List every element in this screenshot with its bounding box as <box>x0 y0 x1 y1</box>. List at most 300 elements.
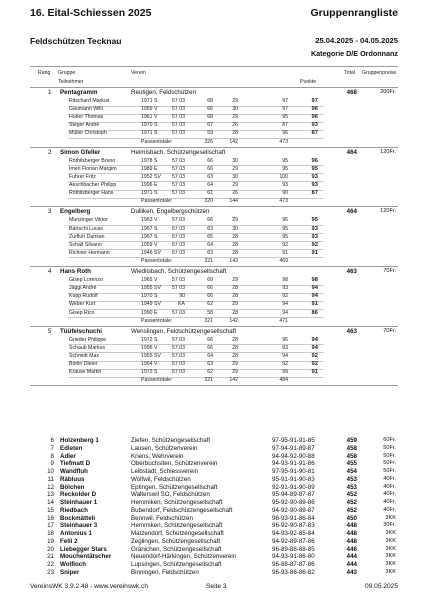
group-prize: 50Fr. <box>383 468 396 474</box>
group-name: Wandfluh <box>60 468 88 475</box>
group-prize: 120Fr. <box>380 208 396 215</box>
member-name: Schalt Silvano <box>69 241 102 248</box>
group-rank: 4 <box>48 268 52 276</box>
group-club: Walterswil SO, Feldschützen <box>131 491 210 499</box>
member-year-class: 1971 S <box>141 98 158 104</box>
member-year-class: 1959 V <box>141 106 158 113</box>
group-club: Reutigen, Feldschützen <box>131 89 197 96</box>
group-pass-scores: 94-93-91-91-86 <box>272 460 315 468</box>
member-name: Müller Christoph <box>69 130 107 137</box>
group-rank: 1 <box>48 89 52 96</box>
pass-total-a: 320 <box>204 198 213 205</box>
member-pass-a: 66 <box>207 344 213 351</box>
group-name: Tiefmatt D <box>60 460 91 468</box>
group-prize: 50Fr. <box>383 452 396 459</box>
member-name: Aeschbacher Philipp <box>69 182 117 188</box>
group-prize: 70Fr. <box>383 327 396 334</box>
group-name: Steinhauer 1 <box>60 499 98 506</box>
member-weapon: 57 03 <box>172 130 185 137</box>
member-name: Ritschard Markus <box>69 98 110 104</box>
member-name: Jäggi André <box>69 285 97 292</box>
group-total: 453 <box>346 483 357 491</box>
group-name: Simon Gfeller <box>60 148 101 156</box>
member-year-class: 1989 E <box>141 165 158 172</box>
report-title: Gruppenrangliste <box>310 7 398 19</box>
member-pass-b: 29 <box>232 369 238 376</box>
member-weapon: 57 03 <box>172 165 185 172</box>
member-pass-a: 66 <box>207 165 213 172</box>
group-total: 453 <box>346 475 357 483</box>
group-rank: 14 <box>47 499 54 506</box>
group-prize: 40Fr. <box>383 499 396 505</box>
member-name: Gisep Lorenzo <box>69 277 103 284</box>
group-total: 452 <box>346 491 357 499</box>
member-pass-a: 59 <box>207 130 213 137</box>
member-name: Grieder Philippe <box>69 336 107 343</box>
category: Kategorie D/E Ordonnanz <box>310 49 398 58</box>
member-pass-b: 28 <box>232 233 238 240</box>
member-pass-a: 64 <box>207 353 213 359</box>
member-weapon: 57 03 <box>172 353 185 359</box>
member-year-class: 1946 SV <box>141 249 161 256</box>
member-weapon: 57 03 <box>172 217 185 224</box>
member-pass-c: 94 <box>282 309 288 316</box>
member-pass-c: 100 <box>279 173 288 180</box>
member-pass-a: 66 <box>207 293 213 300</box>
member-points: 91 <box>311 369 318 376</box>
group-total: 455 <box>346 460 357 468</box>
col-punkte: Punkte <box>300 79 317 85</box>
group-rank: 18 <box>47 530 54 537</box>
member-pass-b: 30 <box>232 173 238 180</box>
group-prize: 40Fr. <box>383 483 396 490</box>
member-pass-a: 64 <box>207 182 213 188</box>
group-pass-scores: 96-93-86-86-82 <box>272 568 315 576</box>
group-club: Hemmiken, Schützengesellschaft <box>131 499 223 506</box>
member-points: 94 <box>311 344 318 351</box>
group-club: Wiedlisbach, Schützengesellschaft <box>131 268 227 276</box>
member-points: 93 <box>311 182 318 188</box>
group-prize: 50Fr. <box>383 460 396 467</box>
member-name: Gäumann Willi <box>69 106 103 113</box>
group-total: 448 <box>346 537 357 545</box>
group-total: 452 <box>346 499 357 506</box>
member-weapon: 90 <box>179 293 185 300</box>
member-pass-b: 29 <box>232 114 238 121</box>
group-prize: 3KK <box>385 568 396 575</box>
group-rank: 5 <box>48 327 52 335</box>
member-pass-b: 28 <box>232 130 238 137</box>
group-total: 459 <box>346 437 357 444</box>
header-top-rule <box>30 66 398 67</box>
pass-totals-label: Passentotale: <box>141 198 173 205</box>
member-points: 93 <box>311 173 318 180</box>
member-pass-c: 95 <box>282 157 288 164</box>
member-year-class: 1970 S <box>141 122 158 129</box>
group-rank: 6 <box>50 437 54 444</box>
group-name: Mouchentätscher <box>60 553 112 561</box>
group-rank: 2 <box>48 148 52 156</box>
group-total: 448 <box>346 522 357 530</box>
member-pass-a: 63 <box>207 225 213 232</box>
member-pass-c: 93 <box>282 344 288 351</box>
group-pass-scores: 95-91-91-90-83 <box>272 475 315 483</box>
group-rank: 12 <box>47 483 54 491</box>
member-points: 96 <box>311 114 318 121</box>
member-points: 97 <box>311 98 318 104</box>
member-pass-b: 28 <box>232 353 238 359</box>
group-name: Riedbach <box>60 506 88 514</box>
group-club: Heimisbach, Schützengesellschaft <box>131 148 226 156</box>
pass-totals-label: Passentotale: <box>141 317 173 324</box>
group-rank: 9 <box>50 460 54 468</box>
date-range: 25.04.2025 - 04.05.2025 <box>315 36 398 45</box>
pass-total-c: 473 <box>279 198 288 205</box>
group-club: Lausen, Schützenverein <box>131 444 198 452</box>
group-name: Reckolder D <box>60 491 97 499</box>
group-prize: 3KK <box>385 553 396 560</box>
group-club: Dulliken, Engelbergschützen <box>131 208 210 216</box>
member-weapon: 57 03 <box>172 241 185 248</box>
group-prize: 30Fr. <box>383 522 396 529</box>
member-weapon: 57 03 <box>172 173 185 180</box>
member-year-class: 1971 S <box>141 130 158 137</box>
footer-date: 09.05.2025 <box>364 583 398 590</box>
member-pass-b: 28 <box>232 336 238 343</box>
member-year-class: 1972 S <box>141 336 158 343</box>
member-year-class: 1970 S <box>141 293 158 300</box>
group-rank: 15 <box>47 506 54 514</box>
member-year-class: 1996 E <box>141 182 158 188</box>
member-weapon: 57 03 <box>172 98 185 104</box>
group-club: Eptingen, Schützengesellschaft <box>131 483 218 491</box>
group-club: Gränichen, Schützengesellschaft <box>131 545 222 553</box>
member-weapon: 57 03 <box>172 106 185 113</box>
group-name: Wolfloch <box>60 561 87 568</box>
member-pass-b: 28 <box>232 309 238 316</box>
member-pass-b: 30 <box>232 225 238 232</box>
col-verein: Verein <box>131 70 146 76</box>
member-pass-c: 95 <box>282 114 288 121</box>
member-pass-a: 63 <box>207 361 213 368</box>
member-points: 94 <box>311 285 318 292</box>
member-name: Weber Kurt <box>69 301 96 308</box>
member-pass-c: 90 <box>282 190 288 197</box>
group-total: 448 <box>346 530 357 537</box>
member-weapon: 57 03 <box>172 182 185 188</box>
pass-totals-label: Passentotale: <box>141 257 173 264</box>
col-total: Total <box>344 70 355 76</box>
group-name: Pentagramm <box>60 89 98 96</box>
member-pass-c: 92 <box>282 361 288 368</box>
member-weapon: 57 03 <box>172 249 185 256</box>
group-pass-scores: 95-94-89-87-87 <box>272 491 315 499</box>
member-name: Huber Thomas <box>69 114 104 121</box>
member-pass-c: 87 <box>282 122 288 129</box>
member-points: 93 <box>311 122 318 129</box>
group-total: 444 <box>346 553 357 561</box>
member-pass-c: 94 <box>282 301 288 308</box>
member-pass-c: 96 <box>282 130 288 137</box>
group-total: 464 <box>346 148 357 156</box>
pass-total-c: 473 <box>279 138 288 145</box>
col-rang: Rang <box>38 70 51 76</box>
member-pass-a: 68 <box>207 98 213 104</box>
member-weapon: 57 03 <box>172 233 185 240</box>
member-pass-c: 95 <box>282 225 288 232</box>
group-club: Ziefen, Schützengesellschaft <box>131 437 211 444</box>
group-pass-scores: 96-89-88-88-85 <box>272 545 315 553</box>
member-name: Richner Hermann <box>69 249 110 256</box>
group-total: 464 <box>346 208 357 216</box>
member-weapon: 57 03 <box>172 285 185 292</box>
group-pass-scores: 94-92-90-89-87 <box>272 506 315 514</box>
member-pass-b: 29 <box>232 217 238 224</box>
member-pass-a: 64 <box>207 241 213 248</box>
group-pass-scores: 94-92-89-87-86 <box>272 537 315 545</box>
member-points: 95 <box>311 217 318 224</box>
member-points: 87 <box>311 130 318 137</box>
pass-total-b: 142 <box>229 138 238 145</box>
group-total: 463 <box>346 268 357 276</box>
member-name: Börlin Dieter <box>69 361 98 368</box>
member-year-class: 1990 E <box>141 309 158 316</box>
member-weapon: 57 03 <box>172 369 185 376</box>
member-year-class: 1955 SV <box>141 285 161 292</box>
member-weapon: 57 03 <box>172 336 185 343</box>
event-title: 16. Eital-Schiessen 2025 <box>30 7 152 19</box>
group-rank: 3 <box>48 208 52 216</box>
group-club: Binningen, Feldschützen <box>131 568 199 576</box>
group-pass-scores: 92-91-91-90-89 <box>272 483 315 491</box>
group-pass-scores: 94-94-92-90-88 <box>272 452 315 460</box>
group-prize: 40Fr. <box>383 506 396 513</box>
member-points: 98 <box>311 277 318 284</box>
member-points: 95 <box>311 165 318 172</box>
member-weapon: 57 03 <box>172 344 185 351</box>
group-total: 468 <box>346 89 357 96</box>
member-year-class: 1965 V <box>141 277 158 284</box>
member-year-class: 1967 S <box>141 225 158 232</box>
group-club: Bennwil, Feldschützen <box>131 514 193 522</box>
pass-total-c: 471 <box>279 317 288 324</box>
member-name: Röthlisberger Bruno <box>69 157 116 164</box>
pass-total-c: 469 <box>279 257 288 264</box>
member-pass-a: 63 <box>207 173 213 180</box>
member-pass-a: 66 <box>207 106 213 113</box>
group-total: 450 <box>346 514 357 522</box>
member-year-class: 1996 V <box>141 344 158 351</box>
pass-total-a: 321 <box>204 377 213 384</box>
group-club: Leibstadt, Schiessverein <box>131 468 199 475</box>
member-pass-a: 66 <box>207 285 213 292</box>
pass-total-b: 142 <box>229 317 238 324</box>
member-pass-a: 62 <box>207 369 213 376</box>
group-club: Hemmiken, Schützengesellschaft <box>131 522 223 530</box>
group-name: Bockmätteli <box>60 514 96 522</box>
member-pass-b: 28 <box>232 293 238 300</box>
group-club: Matzendorf, Schützengesellschaft <box>131 530 224 537</box>
member-points: 86 <box>311 309 318 316</box>
member-pass-c: 97 <box>282 98 288 104</box>
group-rank: 22 <box>47 561 54 568</box>
col-teilnehmer: Teilnehmer <box>58 79 84 85</box>
group-name: Steinhauer 3 <box>60 522 98 530</box>
group-rank: 8 <box>50 452 54 460</box>
member-pass-a: 66 <box>207 157 213 164</box>
member-pass-b: 29 <box>232 182 238 188</box>
member-pass-b: 26 <box>232 190 238 197</box>
header-bottom-rule <box>30 87 398 88</box>
member-name: Fuhrer Fritz <box>69 173 96 180</box>
member-year-class: 1978 S <box>141 157 158 164</box>
pass-total-a: 321 <box>204 257 213 264</box>
group-club: Zeglingen, Schützengesellschaft <box>131 537 221 545</box>
member-points: 94 <box>311 293 318 300</box>
member-name: Imeri Florian Margim <box>69 165 117 172</box>
group-name: Tüüfelschuchi <box>60 327 102 335</box>
member-points: 92 <box>311 361 318 368</box>
group-club: Wolfwil, Feldschützen <box>131 475 191 483</box>
group-total: 452 <box>346 506 357 514</box>
member-year-class: 1971 S <box>141 190 158 197</box>
pass-total-c: 484 <box>279 377 288 384</box>
group-total: 454 <box>346 468 357 475</box>
pass-total-a: 321 <box>204 317 213 324</box>
group-rank: 16 <box>47 514 54 522</box>
member-points: 87 <box>311 190 318 197</box>
group-rank: 13 <box>47 491 54 499</box>
group-total: 446 <box>346 545 357 553</box>
group-prize: 200Fr. <box>380 89 396 95</box>
pass-total-b: 143 <box>229 257 238 264</box>
member-points: 96 <box>311 106 318 113</box>
member-year-class: 1952 SV <box>141 173 161 180</box>
member-weapon: 57 03 <box>172 122 185 129</box>
member-pass-a: 63 <box>207 249 213 256</box>
group-rank: 21 <box>47 553 54 561</box>
group-separator <box>30 206 398 207</box>
member-pass-c: 96 <box>282 217 288 224</box>
group-club: Neuendorf-Härkingen, Schützenverein <box>131 553 237 561</box>
group-total: 458 <box>346 452 357 460</box>
group-name: Edleten <box>60 444 83 452</box>
member-year-class: 1963 V <box>141 217 158 224</box>
member-points: 92 <box>311 241 318 248</box>
group-pass-scores: 94-93-91-86-80 <box>272 553 315 561</box>
member-name: Bärtschi Lucas <box>69 225 104 232</box>
member-points: 93 <box>311 225 318 232</box>
member-weapon: 57 03 <box>172 114 185 121</box>
group-prize: 3KK <box>385 561 396 567</box>
member-year-class: 1955 SV <box>141 353 161 359</box>
member-weapon: KA <box>178 301 185 308</box>
group-total: 463 <box>346 327 357 335</box>
member-weapon: 57 03 <box>172 157 185 164</box>
member-year-class: 1949 SV <box>141 301 161 308</box>
member-weapon: 57 03 <box>172 225 185 232</box>
group-prize: 3KK <box>385 545 396 552</box>
group-name: Bölchen <box>60 483 85 491</box>
member-name: Kopp Rudolf <box>69 293 98 300</box>
member-name: Schaub Markus <box>69 344 106 351</box>
member-weapon: 57 03 <box>172 309 185 316</box>
group-name: Antonius 1 <box>60 530 92 537</box>
member-name: Röthlisberger Hans <box>69 190 114 197</box>
member-points: 91 <box>311 301 318 308</box>
member-pass-a: 67 <box>207 122 213 129</box>
group-rank: 11 <box>47 475 54 483</box>
member-year-class: 1959 V <box>141 241 158 248</box>
member-pass-b: 29 <box>232 301 238 308</box>
member-pass-c: 94 <box>282 353 288 359</box>
group-rank: 7 <box>50 444 54 452</box>
member-pass-a: 68 <box>207 114 213 121</box>
member-pass-a: 66 <box>207 217 213 224</box>
member-pass-b: 28 <box>232 285 238 292</box>
group-pass-scores: 97-94-91-89-87 <box>272 444 315 452</box>
group-rank: 17 <box>47 522 54 530</box>
group-prize: 70Fr. <box>383 268 396 275</box>
group-club: Kriens, Wehrverein <box>131 452 184 460</box>
member-pass-c: 95 <box>282 233 288 240</box>
group-name: Räbluus <box>60 475 85 483</box>
group-pass-scores: 96-92-90-87-83 <box>272 522 315 530</box>
group-club: Wenslingen, Feldschützengesellschaft <box>131 327 237 335</box>
footer-software: VereinsWK 3.9.2.48 - www.vereinswk.ch <box>30 583 149 590</box>
member-name: Zurfluh Damian <box>69 233 105 240</box>
member-pass-b: 29 <box>232 165 238 172</box>
member-year-class: 1967 S <box>141 233 158 240</box>
member-pass-c: 93 <box>282 182 288 188</box>
group-prize: 40Fr. <box>383 491 396 498</box>
group-name: Liebegger Stars <box>60 545 107 553</box>
member-pass-a: 61 <box>207 190 213 197</box>
pass-totals-label: Passentotale: <box>141 138 173 145</box>
member-pass-c: 98 <box>282 277 288 284</box>
footer-page: Seite 3 <box>206 583 227 590</box>
group-name: Adler <box>60 452 76 460</box>
group-prize: 120Fr. <box>380 148 396 155</box>
group-rank: 23 <box>47 568 54 576</box>
pass-total-b: 144 <box>229 198 238 205</box>
member-pass-c: 92 <box>282 241 288 248</box>
group-rank: 20 <box>47 545 54 553</box>
group-separator <box>30 147 398 148</box>
member-pass-c: 96 <box>282 336 288 343</box>
member-pass-b: 28 <box>232 344 238 351</box>
subtitle: Feldschützen Tecknau <box>30 36 122 46</box>
group-rank: 10 <box>47 468 54 475</box>
group-name: Engelberg <box>60 208 91 216</box>
member-pass-c: 91 <box>282 249 288 256</box>
member-pass-c: 93 <box>282 285 288 292</box>
member-pass-b: 26 <box>232 122 238 129</box>
group-total: 458 <box>346 444 357 452</box>
member-points: 91 <box>311 249 318 256</box>
group-prize: 50Fr. <box>383 444 396 451</box>
group-total: 444 <box>346 561 357 568</box>
member-year-class: 1964 V <box>141 361 158 368</box>
member-points: 93 <box>311 233 318 240</box>
group-pass-scores: 95-92-90-89-86 <box>272 499 315 506</box>
member-points: 94 <box>311 336 318 343</box>
member-pass-b: 28 <box>232 249 238 256</box>
group-pass-scores: 94-93-92-85-84 <box>272 530 315 537</box>
group-prize: 60Fr. <box>383 437 396 443</box>
member-pass-a: 66 <box>207 336 213 343</box>
member-year-class: 1972 S <box>141 369 158 376</box>
